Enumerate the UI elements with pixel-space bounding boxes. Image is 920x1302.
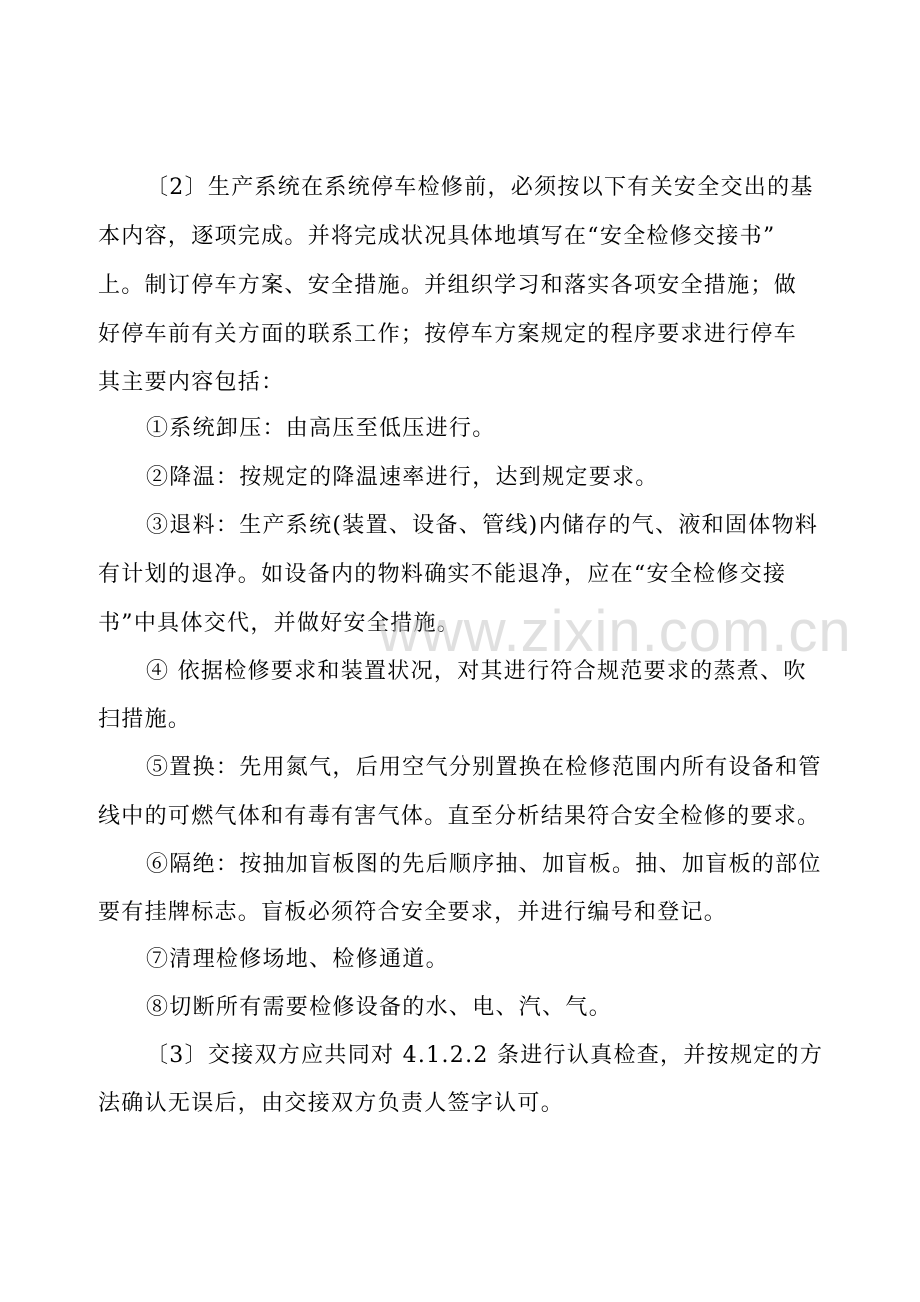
paragraph-3-line-1: 〔3〕交接双方应共同对 4.1.2.2 条进行认真检查，并按规定的方 bbox=[146, 1043, 824, 1068]
paragraph-2-line-4: 好停车前有关方面的联系工作；按停车方案规定的程序要求进行停车 bbox=[98, 322, 798, 347]
item-7-site-cleanup: ⑦清理检修场地、检修通道。 bbox=[146, 947, 449, 972]
item-4-steaming-line-2: 扫措施。 bbox=[98, 707, 192, 732]
paragraph-2-line-2: 本内容，逐项完成。并将完成状况具体地填写在“安全检修交接书” bbox=[98, 224, 776, 249]
watermark-text: www.zixin.com.cn bbox=[378, 599, 852, 664]
item-4-steaming-line-1: ④ 依据检修要求和装置状况，对其进行符合规范要求的蒸煮、吹 bbox=[146, 659, 807, 684]
paragraph-3-line-2: 法确认无误后，由交接双方负责人签字认可。 bbox=[98, 1091, 565, 1116]
item-6-isolation-line-1: ⑥隔绝：按抽加盲板图的先后顺序抽、加盲板。抽、加盲板的部位 bbox=[146, 852, 822, 877]
paragraph-2-line-1: 〔2〕生产系统在系统停车检修前，必须按以下有关安全交出的基 bbox=[146, 175, 814, 200]
item-1-pressure-relief: ①系统卸压：由高压至低压进行。 bbox=[146, 416, 496, 441]
item-3-material-return-line-2: 有计划的退净。如设备内的物料确实不能退净，应在“安全检修交接 bbox=[98, 562, 787, 587]
item-3-material-return-line-1: ③退料：生产系统(装置、设备、管线)内储存的气、液和固体物料 bbox=[146, 513, 819, 538]
paragraph-2-line-5: 其主要内容包括： bbox=[98, 370, 285, 395]
item-8-cut-off: ⑧切断所有需要检修设备的水、电、汽、气。 bbox=[146, 995, 613, 1020]
item-6-isolation-line-2: 要有挂牌标志。盲板必须符合安全要求，并进行编号和登记。 bbox=[98, 900, 728, 925]
paragraph-2-line-3: 上。制订停车方案、安全措施。并组织学习和落实各项安全措施；做 bbox=[98, 273, 798, 298]
item-5-replacement-line-1: ⑤置换：先用氮气，后用空气分别置换在检修范围内所有设备和管 bbox=[146, 755, 822, 780]
item-2-cooling: ②降温：按规定的降温速率进行，达到规定要求。 bbox=[146, 465, 659, 490]
item-3-material-return-line-3: 书”中具体交代，并做好安全措施。 bbox=[98, 611, 461, 636]
item-5-replacement-line-2: 线中的可燃气体和有毒有害气体。直至分析结果符合安全检修的要求。 bbox=[98, 804, 821, 829]
